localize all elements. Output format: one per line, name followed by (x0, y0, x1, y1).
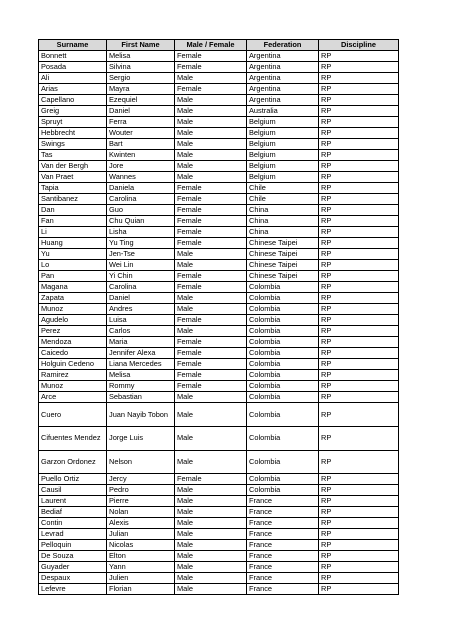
discipline-cell: RP (319, 450, 399, 474)
first-name-cell: Carlos (107, 326, 175, 337)
gender-cell: Female (175, 474, 247, 485)
surname-cell: Pelloquin (39, 540, 107, 551)
discipline-cell: RP (319, 249, 399, 260)
first-name-cell: Juan Nayib Tobon (107, 403, 175, 427)
surname-cell: Zapata (39, 293, 107, 304)
surname-cell: Tas (39, 150, 107, 161)
gender-cell: Male (175, 73, 247, 84)
first-name-cell: Yi Chin (107, 271, 175, 282)
federation-cell: France (247, 507, 319, 518)
table-row (39, 584, 399, 595)
federation-cell: Chinese Taipei (247, 271, 319, 282)
first-name-cell: Ferra (107, 117, 175, 128)
gender-cell: Male (175, 540, 247, 551)
gender-cell: Male (175, 106, 247, 117)
table-row (39, 293, 399, 304)
federation-cell: Belgium (247, 117, 319, 128)
table-row (39, 205, 399, 216)
header-federation: Federation (247, 40, 319, 51)
gender-cell: Female (175, 381, 247, 392)
federation-cell: France (247, 540, 319, 551)
gender-cell: Female (175, 216, 247, 227)
discipline-cell: RP (319, 84, 399, 95)
federation-cell: Argentina (247, 73, 319, 84)
table-row (39, 227, 399, 238)
surname-cell: Contin (39, 518, 107, 529)
discipline-cell: RP (319, 348, 399, 359)
discipline-cell: RP (319, 161, 399, 172)
surname-cell: Arce (39, 392, 107, 403)
discipline-cell: RP (319, 359, 399, 370)
discipline-cell: RP (319, 507, 399, 518)
first-name-cell: Jennifer Alexa (107, 348, 175, 359)
surname-cell: Pan (39, 271, 107, 282)
table-row (39, 573, 399, 584)
surname-cell: De Souza (39, 551, 107, 562)
discipline-cell: RP (319, 216, 399, 227)
discipline-cell: RP (319, 128, 399, 139)
first-name-cell: Kwinten (107, 150, 175, 161)
first-name-cell: Daniel (107, 293, 175, 304)
first-name-cell: Jore (107, 161, 175, 172)
surname-cell: Mendoza (39, 337, 107, 348)
gender-cell: Male (175, 496, 247, 507)
first-name-cell: Melisa (107, 370, 175, 381)
discipline-cell: RP (319, 205, 399, 216)
table-row (39, 172, 399, 183)
table-row (39, 326, 399, 337)
discipline-cell: RP (319, 95, 399, 106)
first-name-cell: Chu Quian (107, 216, 175, 227)
surname-cell: Dan (39, 205, 107, 216)
first-name-cell: Elton (107, 551, 175, 562)
discipline-cell: RP (319, 496, 399, 507)
table-row (39, 518, 399, 529)
first-name-cell: Sergio (107, 73, 175, 84)
federation-cell: France (247, 584, 319, 595)
federation-cell: Belgium (247, 161, 319, 172)
gender-cell: Male (175, 95, 247, 106)
federation-cell: Colombia (247, 337, 319, 348)
table-row (39, 392, 399, 403)
gender-cell: Male (175, 128, 247, 139)
federation-cell: Chinese Taipei (247, 238, 319, 249)
first-name-cell: Maria (107, 337, 175, 348)
federation-cell: Colombia (247, 293, 319, 304)
surname-cell: Caicedo (39, 348, 107, 359)
federation-cell: Colombia (247, 381, 319, 392)
gender-cell: Male (175, 249, 247, 260)
surname-cell: Tapia (39, 183, 107, 194)
gender-cell: Female (175, 227, 247, 238)
header-surname: Surname (39, 40, 107, 51)
surname-cell: Yu (39, 249, 107, 260)
first-name-cell: Andres (107, 304, 175, 315)
gender-cell: Male (175, 426, 247, 450)
discipline-cell: RP (319, 194, 399, 205)
surname-cell: Cifuentes Mendez (39, 426, 107, 450)
table-row (39, 450, 399, 474)
surname-cell: Spruyt (39, 117, 107, 128)
surname-cell: Capellano (39, 95, 107, 106)
surname-cell: Causil (39, 485, 107, 496)
federation-cell: Colombia (247, 282, 319, 293)
federation-cell: France (247, 529, 319, 540)
federation-cell: Chinese Taipei (247, 249, 319, 260)
table-row (39, 474, 399, 485)
discipline-cell: RP (319, 392, 399, 403)
surname-cell: Levrad (39, 529, 107, 540)
federation-cell: Chile (247, 183, 319, 194)
table-row (39, 117, 399, 128)
first-name-cell: Wouter (107, 128, 175, 139)
federation-cell: Argentina (247, 84, 319, 95)
first-name-cell: Lisha (107, 227, 175, 238)
federation-cell: France (247, 496, 319, 507)
spreadsheet-page (38, 39, 398, 595)
surname-cell: Despaux (39, 573, 107, 584)
surname-cell: Swings (39, 139, 107, 150)
first-name-cell: Wei Lin (107, 260, 175, 271)
header-gender: Male / Female (175, 40, 247, 51)
gender-cell: Female (175, 205, 247, 216)
surname-cell: Munoz (39, 304, 107, 315)
first-name-cell: Julian (107, 529, 175, 540)
gender-cell: Male (175, 172, 247, 183)
discipline-cell: RP (319, 474, 399, 485)
table-row (39, 128, 399, 139)
first-name-cell: Jercy (107, 474, 175, 485)
discipline-cell: RP (319, 540, 399, 551)
table-row (39, 496, 399, 507)
header-discipline: Discipline (319, 40, 399, 51)
table-row (39, 359, 399, 370)
first-name-cell: Nicolas (107, 540, 175, 551)
table-row (39, 271, 399, 282)
table-row (39, 183, 399, 194)
federation-cell: China (247, 205, 319, 216)
table-row (39, 84, 399, 95)
header-row (39, 40, 399, 51)
discipline-cell: RP (319, 150, 399, 161)
first-name-cell: Wannes (107, 172, 175, 183)
gender-cell: Male (175, 573, 247, 584)
surname-cell: Cuero (39, 403, 107, 427)
discipline-cell: RP (319, 117, 399, 128)
federation-cell: France (247, 573, 319, 584)
federation-cell: Colombia (247, 304, 319, 315)
discipline-cell: RP (319, 183, 399, 194)
surname-cell: Puello Ortiz (39, 474, 107, 485)
table-row (39, 485, 399, 496)
gender-cell: Male (175, 293, 247, 304)
gender-cell: Female (175, 370, 247, 381)
discipline-cell: RP (319, 381, 399, 392)
first-name-cell: Rommy (107, 381, 175, 392)
table-row (39, 150, 399, 161)
first-name-cell: Yann (107, 562, 175, 573)
federation-cell: Belgium (247, 128, 319, 139)
table-row (39, 194, 399, 205)
federation-cell: Argentina (247, 51, 319, 62)
table-row (39, 348, 399, 359)
gender-cell: Female (175, 183, 247, 194)
gender-cell: Male (175, 450, 247, 474)
federation-cell: Belgium (247, 172, 319, 183)
discipline-cell: RP (319, 304, 399, 315)
table-body (39, 51, 399, 595)
discipline-cell: RP (319, 139, 399, 150)
discipline-cell: RP (319, 106, 399, 117)
federation-cell: Colombia (247, 359, 319, 370)
first-name-cell: Alexis (107, 518, 175, 529)
surname-cell: Santibanez (39, 194, 107, 205)
federation-cell: France (247, 551, 319, 562)
surname-cell: Agudelo (39, 315, 107, 326)
discipline-cell: RP (319, 293, 399, 304)
header-first-name: First Name (107, 40, 175, 51)
discipline-cell: RP (319, 238, 399, 249)
first-name-cell: Bart (107, 139, 175, 150)
federation-cell: Colombia (247, 326, 319, 337)
table-row (39, 426, 399, 450)
first-name-cell: Melisa (107, 51, 175, 62)
discipline-cell: RP (319, 529, 399, 540)
discipline-cell: RP (319, 271, 399, 282)
table-row (39, 249, 399, 260)
federation-cell: Argentina (247, 95, 319, 106)
first-name-cell: Julien (107, 573, 175, 584)
discipline-cell: RP (319, 282, 399, 293)
discipline-cell: RP (319, 370, 399, 381)
federation-cell: Colombia (247, 315, 319, 326)
gender-cell: Male (175, 507, 247, 518)
gender-cell: Female (175, 315, 247, 326)
gender-cell: Male (175, 518, 247, 529)
surname-cell: Hebbrecht (39, 128, 107, 139)
federation-cell: Colombia (247, 392, 319, 403)
gender-cell: Male (175, 150, 247, 161)
surname-cell: Perez (39, 326, 107, 337)
table-row (39, 139, 399, 150)
gender-cell: Male (175, 529, 247, 540)
gender-cell: Male (175, 562, 247, 573)
discipline-cell: RP (319, 573, 399, 584)
surname-cell: Arias (39, 84, 107, 95)
surname-cell: Munoz (39, 381, 107, 392)
surname-cell: Greig (39, 106, 107, 117)
table-row (39, 161, 399, 172)
federation-cell: Colombia (247, 403, 319, 427)
first-name-cell: Florian (107, 584, 175, 595)
surname-cell: Bediaf (39, 507, 107, 518)
gender-cell: Female (175, 194, 247, 205)
discipline-cell: RP (319, 551, 399, 562)
gender-cell: Female (175, 238, 247, 249)
federation-cell: Colombia (247, 370, 319, 381)
table-row (39, 562, 399, 573)
federation-cell: Belgium (247, 150, 319, 161)
table-row (39, 507, 399, 518)
first-name-cell: Daniel (107, 106, 175, 117)
first-name-cell: Carolina (107, 282, 175, 293)
discipline-cell: RP (319, 315, 399, 326)
surname-cell: Bonnett (39, 51, 107, 62)
surname-cell: Laurent (39, 496, 107, 507)
table-row (39, 95, 399, 106)
first-name-cell: Mayra (107, 84, 175, 95)
gender-cell: Male (175, 260, 247, 271)
discipline-cell: RP (319, 73, 399, 84)
first-name-cell: Sebastian (107, 392, 175, 403)
federation-cell: China (247, 216, 319, 227)
table-row (39, 238, 399, 249)
discipline-cell: RP (319, 51, 399, 62)
first-name-cell: Nolan (107, 507, 175, 518)
first-name-cell: Nelson (107, 450, 175, 474)
discipline-cell: RP (319, 260, 399, 271)
federation-cell: Chinese Taipei (247, 260, 319, 271)
gender-cell: Male (175, 139, 247, 150)
first-name-cell: Ezequiel (107, 95, 175, 106)
gender-cell: Female (175, 271, 247, 282)
first-name-cell: Yu Ting (107, 238, 175, 249)
discipline-cell: RP (319, 172, 399, 183)
table-row (39, 51, 399, 62)
federation-cell: Australia (247, 106, 319, 117)
table-row (39, 381, 399, 392)
gender-cell: Male (175, 161, 247, 172)
discipline-cell: RP (319, 326, 399, 337)
surname-cell: Lefevre (39, 584, 107, 595)
discipline-cell: RP (319, 426, 399, 450)
surname-cell: Fan (39, 216, 107, 227)
discipline-cell: RP (319, 584, 399, 595)
discipline-cell: RP (319, 337, 399, 348)
federation-cell: Colombia (247, 474, 319, 485)
surname-cell: Van Praet (39, 172, 107, 183)
surname-cell: Ramirez (39, 370, 107, 381)
table-row (39, 106, 399, 117)
table-row (39, 282, 399, 293)
table-row (39, 260, 399, 271)
table-row (39, 551, 399, 562)
gender-cell: Female (175, 51, 247, 62)
discipline-cell: RP (319, 518, 399, 529)
first-name-cell: Daniela (107, 183, 175, 194)
gender-cell: Female (175, 337, 247, 348)
federation-cell: France (247, 562, 319, 573)
first-name-cell: Liana Mercedes (107, 359, 175, 370)
discipline-cell: RP (319, 227, 399, 238)
table-row (39, 62, 399, 73)
table-row (39, 403, 399, 427)
gender-cell: Male (175, 584, 247, 595)
gender-cell: Female (175, 62, 247, 73)
discipline-cell: RP (319, 403, 399, 427)
gender-cell: Male (175, 485, 247, 496)
table-row (39, 304, 399, 315)
surname-cell: Garzon Ordonez (39, 450, 107, 474)
federation-cell: France (247, 518, 319, 529)
gender-cell: Male (175, 392, 247, 403)
federation-cell: Argentina (247, 62, 319, 73)
surname-cell: Ali (39, 73, 107, 84)
gender-cell: Male (175, 551, 247, 562)
gender-cell: Female (175, 84, 247, 95)
first-name-cell: Silvina (107, 62, 175, 73)
gender-cell: Male (175, 326, 247, 337)
surname-cell: Posada (39, 62, 107, 73)
first-name-cell: Jorge Luis (107, 426, 175, 450)
surname-cell: Li (39, 227, 107, 238)
first-name-cell: Carolina (107, 194, 175, 205)
table-row (39, 540, 399, 551)
federation-cell: China (247, 227, 319, 238)
table-row (39, 216, 399, 227)
first-name-cell: Pedro (107, 485, 175, 496)
surname-cell: Van der Bergh (39, 161, 107, 172)
table-row (39, 370, 399, 381)
gender-cell: Female (175, 359, 247, 370)
federation-cell: Colombia (247, 426, 319, 450)
discipline-cell: RP (319, 485, 399, 496)
federation-cell: Colombia (247, 450, 319, 474)
first-name-cell: Jen-Tse (107, 249, 175, 260)
table-row (39, 315, 399, 326)
surname-cell: Guyader (39, 562, 107, 573)
surname-cell: Holguin Cedeno (39, 359, 107, 370)
gender-cell: Male (175, 403, 247, 427)
table-row (39, 337, 399, 348)
surname-cell: Lo (39, 260, 107, 271)
table-row (39, 529, 399, 540)
first-name-cell: Pierre (107, 496, 175, 507)
first-name-cell: Luisa (107, 315, 175, 326)
discipline-cell: RP (319, 562, 399, 573)
gender-cell: Male (175, 117, 247, 128)
gender-cell: Female (175, 348, 247, 359)
gender-cell: Male (175, 304, 247, 315)
surname-cell: Huang (39, 238, 107, 249)
first-name-cell: Guo (107, 205, 175, 216)
federation-cell: Chile (247, 194, 319, 205)
surname-cell: Magana (39, 282, 107, 293)
athletes-table (38, 39, 399, 595)
table-row (39, 73, 399, 84)
federation-cell: Colombia (247, 348, 319, 359)
gender-cell: Female (175, 282, 247, 293)
federation-cell: Colombia (247, 485, 319, 496)
discipline-cell: RP (319, 62, 399, 73)
federation-cell: Belgium (247, 139, 319, 150)
